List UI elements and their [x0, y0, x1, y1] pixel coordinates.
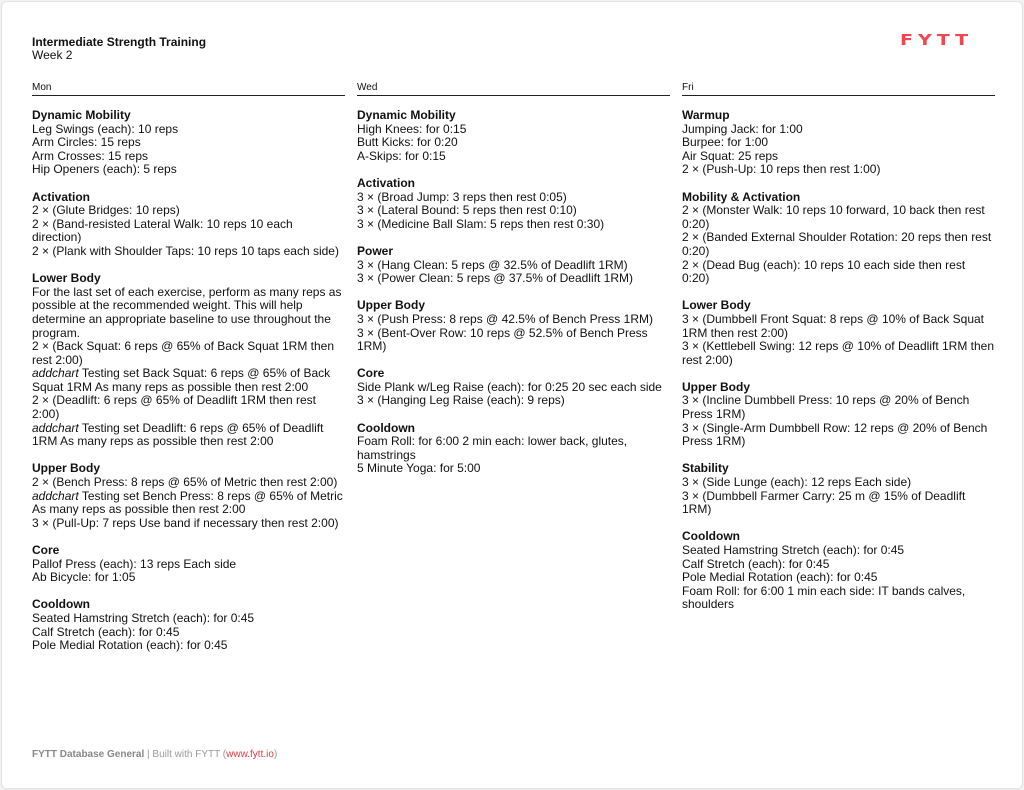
- section-title: Cooldown: [32, 597, 90, 612]
- exercise-line: [357, 204, 670, 218]
- exercise-text: Burpee: for 1:00: [682, 135, 769, 150]
- exercise-line: [32, 394, 345, 421]
- section-title: Upper Body: [32, 461, 101, 476]
- section-title: Upper Body: [357, 298, 426, 313]
- exercise-line: [357, 123, 670, 137]
- exercise-text: 2 × (Back Squat: 6 reps @ 65% of Back Squat 1RM then rest 2:00): [32, 339, 335, 367]
- exercise-text: Foam Roll: for 6:00 1 min each side: IT bands calves, shoulders: [682, 583, 966, 612]
- addchart-icon: addchart: [32, 366, 79, 381]
- exercise-line: [357, 259, 670, 273]
- exercise-text: Testing set Deadlift: 6 reps @ 65% of Deadlift 1RM As many reps as possible then rest 2:00: [32, 420, 324, 449]
- exercise-text: Testing set Bench Press: 8 reps @ 65% of Metric As many reps as possible then rest 2:00: [32, 488, 343, 517]
- footer-close: ): [273, 749, 278, 760]
- day-label: Fri: [682, 82, 995, 96]
- footer-link[interactable]: www.fytt.io: [226, 749, 274, 760]
- exercise-text: Seated Hamstring Stretch (each): for 0:45: [682, 543, 905, 557]
- exercise-line: [682, 163, 995, 177]
- workout-section: [32, 272, 345, 449]
- section-title: Activation: [32, 189, 91, 204]
- exercise-text: Leg Swings (each): 10 reps: [32, 121, 179, 136]
- exercise-line: [32, 490, 345, 517]
- section-title: Cooldown: [682, 529, 740, 544]
- exercise-line: [32, 571, 345, 585]
- exercise-text: Calf Stretch (each): for 0:45: [682, 556, 830, 571]
- section-title: Dynamic Mobility: [357, 108, 456, 122]
- day-label: Wed: [357, 82, 670, 96]
- exercise-text: 3 × (Side Lunge (each): 12 reps Each side): [682, 475, 912, 490]
- workout-section: [357, 245, 670, 286]
- exercise-line: [32, 123, 345, 137]
- workout-section: [32, 598, 345, 652]
- exercise-line: [682, 558, 995, 572]
- workout-section: [357, 422, 670, 476]
- section-title: Power: [357, 243, 394, 258]
- day-column-wed: [357, 82, 670, 490]
- exercise-line: [682, 150, 995, 164]
- exercise-line: [32, 626, 345, 640]
- exercise-text: 2 × (Dead Bug (each): 10 reps 10 each side then rest 0:20): [682, 257, 966, 286]
- exercise-line: [682, 259, 995, 286]
- exercise-text: 2 × (Band-resisted Lateral Walk: 10 reps 10 each direction): [32, 216, 293, 245]
- exercise-line: [32, 367, 345, 394]
- workout-section: [357, 367, 670, 408]
- exercise-text: Pallof Press (each): 13 reps Each side: [32, 556, 237, 571]
- exercise-line: [357, 381, 670, 395]
- exercise-line: [682, 394, 995, 421]
- day-column-fri: [682, 82, 995, 626]
- workout-section: [357, 177, 670, 231]
- exercise-text: 3 × (Push Press: 8 reps @ 42.5% of Bench Press 1RM): [357, 311, 653, 326]
- exercise-line: [357, 150, 670, 164]
- exercise-text: 3 × (Power Clean: 5 reps @ 37.5% of Deadlift 1RM): [357, 271, 633, 286]
- exercise-text: Side Plank w/Leg Raise (each): for 0:25 20 sec each side: [357, 379, 662, 394]
- exercise-text: 3 × (Single-Arm Dumbbell Row: 12 reps @ 20% of Bench Press 1RM): [682, 420, 988, 449]
- week-label: Week 2: [32, 48, 73, 62]
- section-title: Cooldown: [357, 420, 415, 435]
- exercise-line: [357, 272, 670, 286]
- exercise-line: [32, 163, 345, 177]
- exercise-line: [32, 204, 345, 218]
- exercise-text: 2 × (Push-Up: 10 reps then rest 1:00): [682, 162, 881, 177]
- section-title: Lower Body: [32, 271, 101, 286]
- workout-document: [1, 1, 1023, 789]
- exercise-line: [682, 136, 995, 150]
- exercise-line: [357, 327, 670, 354]
- exercise-text: 3 × (Pull-Up: 7 reps Use band if necessary then rest 2:00): [32, 515, 339, 530]
- exercise-text: 3 × (Dumbbell Front Squat: 8 reps @ 10% of Back Squat 1RM then rest 2:00): [682, 311, 985, 340]
- exercise-text: 2 × (Glute Bridges: 10 reps): [32, 203, 180, 218]
- exercise-text: Ab Bicycle: for 1:05: [32, 570, 136, 585]
- exercise-line: [32, 517, 345, 531]
- exercise-text: Foam Roll: for 6:00 2 min each: lower back, glutes, hamstrings: [357, 434, 628, 462]
- fytt-logo: FYTT: [900, 31, 974, 49]
- exercise-line: [682, 204, 995, 231]
- addchart-icon: addchart: [32, 488, 79, 503]
- exercise-line: [32, 558, 345, 572]
- exercise-line: [357, 435, 670, 462]
- exercise-text: 2 × (Plank with Shoulder Taps: 10 reps 10 taps each side): [32, 243, 339, 258]
- day-column-mon: [32, 82, 345, 666]
- workout-section: [32, 191, 345, 259]
- workout-section: [682, 109, 995, 177]
- workout-section: [682, 381, 995, 449]
- exercise-line: [32, 422, 345, 449]
- section-title: Lower Body: [682, 298, 751, 313]
- footer-built: | Built with FYTT (: [147, 749, 227, 760]
- workout-section: [357, 299, 670, 353]
- day-label: Mon: [32, 82, 345, 96]
- exercise-line: [32, 218, 345, 245]
- exercise-text: Seated Hamstring Stretch (each): for 0:45: [32, 610, 255, 625]
- workout-section: [32, 462, 345, 530]
- section-title: Activation: [357, 175, 416, 190]
- exercise-text: Jumping Jack: for 1:00: [682, 121, 803, 136]
- exercise-line: [357, 136, 670, 150]
- exercise-text: 3 × (Dumbbell Farmer Carry: 25 m @ 15% of Deadlift 1RM): [682, 488, 966, 517]
- exercise-line: [357, 394, 670, 408]
- section-title: Upper Body: [682, 379, 751, 394]
- exercise-line: [357, 191, 670, 205]
- workout-section: [357, 109, 670, 163]
- workout-section: [682, 191, 995, 286]
- exercise-text: 3 × (Broad Jump: 3 reps then rest 0:05): [357, 189, 567, 204]
- exercise-text: 5 Minute Yoga: for 5:00: [357, 461, 481, 476]
- footer-org: FYTT Database General: [32, 749, 145, 760]
- exercise-text: 2 × (Bench Press: 8 reps @ 65% of Metric then rest 2:00): [32, 475, 338, 490]
- section-title: Dynamic Mobility: [32, 108, 131, 122]
- workout-section: [682, 299, 995, 367]
- exercise-text: Arm Circles: 15 reps: [32, 135, 141, 150]
- exercise-line: [32, 612, 345, 626]
- exercise-text: Air Squat: 25 reps: [682, 148, 779, 163]
- exercise-text: Hip Openers (each): 5 reps: [32, 162, 177, 177]
- exercise-text: For the last set of each exercise, perform as many reps as possible at the recommended weight. This will help determine an appropriate baseline to use throughout the program.: [32, 284, 342, 340]
- exercise-text: High Knees: for 0:15: [357, 121, 467, 136]
- exercise-text: Testing set Back Squat: 6 reps @ 65% of Back Squat 1RM As many reps as possible then rest 2:00: [32, 366, 331, 394]
- section-title: Mobility & Activation: [682, 189, 801, 204]
- workout-section: [32, 544, 345, 585]
- exercise-line: [32, 286, 345, 340]
- exercise-text: 2 × (Banded External Shoulder Rotation: 20 reps then rest 0:20): [682, 230, 992, 258]
- exercise-line: [682, 123, 995, 137]
- exercise-line: [32, 340, 345, 367]
- exercise-line: [357, 313, 670, 327]
- addchart-icon: addchart: [32, 420, 79, 435]
- exercise-line: [32, 150, 345, 164]
- workout-section: [682, 462, 995, 516]
- workout-section: [32, 109, 345, 177]
- exercise-text: 3 × (Medicine Ball Slam: 5 reps then rest 0:30): [357, 216, 605, 231]
- exercise-line: [32, 639, 345, 653]
- program-title: Intermediate Strength Training: [32, 35, 207, 49]
- exercise-line: [682, 313, 995, 340]
- exercise-text: Calf Stretch (each): for 0:45: [32, 624, 180, 639]
- exercise-line: [682, 490, 995, 517]
- footer: [32, 749, 277, 760]
- exercise-line: [682, 340, 995, 367]
- section-title: Core: [32, 543, 60, 557]
- section-title: Warmup: [682, 108, 730, 122]
- exercise-line: [682, 231, 995, 258]
- exercise-line: [32, 476, 345, 490]
- exercise-text: Pole Medial Rotation (each): for 0:45: [682, 570, 878, 585]
- exercise-text: Pole Medial Rotation (each): for 0:45: [32, 638, 228, 653]
- exercise-text: 2 × (Deadlift: 6 reps @ 65% of Deadlift 1RM then rest 2:00): [32, 393, 316, 422]
- exercise-text: 3 × (Bent-Over Row: 10 reps @ 52.5% of Bench Press 1RM): [357, 325, 648, 354]
- exercise-line: [682, 544, 995, 558]
- exercise-text: 3 × (Incline Dumbbell Press: 10 reps @ 20% of Bench Press 1RM): [682, 393, 970, 422]
- exercise-text: 2 × (Monster Walk: 10 reps 10 forward, 10 back then rest 0:20): [682, 203, 985, 231]
- exercise-line: [682, 571, 995, 585]
- exercise-text: A-Skips: for 0:15: [357, 148, 446, 163]
- exercise-line: [682, 422, 995, 449]
- exercise-line: [32, 245, 345, 259]
- exercise-line: [357, 218, 670, 232]
- exercise-line: [357, 462, 670, 476]
- exercise-text: 3 × (Lateral Bound: 5 reps then rest 0:10): [357, 203, 577, 218]
- section-title: Stability: [682, 461, 729, 476]
- section-title: Core: [357, 366, 385, 381]
- exercise-text: Arm Crosses: 15 reps: [32, 148, 149, 163]
- exercise-line: [32, 136, 345, 150]
- exercise-text: 3 × (Kettlebell Swing: 12 reps @ 10% of Deadlift 1RM then rest 2:00): [682, 339, 995, 367]
- workout-section: [682, 530, 995, 612]
- exercise-text: 3 × (Hang Clean: 5 reps @ 32.5% of Deadlift 1RM): [357, 257, 628, 272]
- exercise-line: [682, 476, 995, 490]
- exercise-text: 3 × (Hanging Leg Raise (each): 9 reps): [357, 393, 565, 408]
- exercise-text: Butt Kicks: for 0:20: [357, 135, 458, 150]
- exercise-line: [682, 585, 995, 612]
